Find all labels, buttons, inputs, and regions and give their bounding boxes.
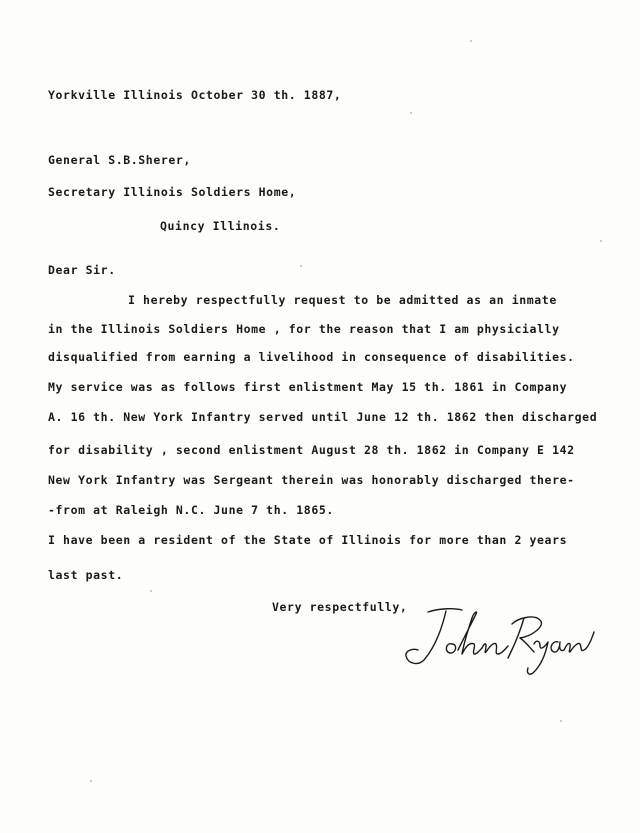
body-line: New York Infantry was Sergeant therein was honorably discharged there- [48, 473, 575, 487]
scan-speck [470, 40, 472, 42]
scan-speck [410, 112, 412, 114]
address-line-3: Quincy Illinois. [160, 219, 281, 233]
address-line-1: General S.B.Sherer, [48, 153, 191, 167]
body-line: I have been a resident of the State of Illinois for more than 2 years [48, 533, 568, 547]
signature-mark [400, 598, 600, 678]
body-line: I hereby respectfully request to be admitted as an inmate [128, 293, 557, 307]
scan-speck [150, 590, 152, 592]
address-line-2: Secretary Illinois Soldiers Home, [48, 185, 297, 199]
salutation: Dear Sir. [48, 263, 116, 277]
body-line: My service was as follows first enlistment May 15 th. 1861 in Company [48, 380, 568, 394]
scan-speck [560, 720, 562, 722]
body-line: -from at Raleigh N.C. June 7 th. 1865. [48, 503, 334, 517]
dateline: Yorkville Illinois October 30 th. 1887, [48, 88, 342, 102]
scan-speck [300, 265, 302, 267]
body-line: in the Illinois Soldiers Home , for the reason that I am physicially [48, 322, 560, 336]
body-line: A. 16 th. New York Infantry served until June 12 th. 1862 then discharged [48, 410, 598, 424]
body-line: for disability , second enlistment August 28 th. 1862 in Company E 142 [48, 443, 575, 457]
body-line: disqualified from earning a livelihood in consequence of disabilities. [48, 350, 575, 364]
closing: Very respectfully, [272, 600, 408, 614]
body-line: last past. [48, 568, 124, 582]
scan-speck [600, 240, 602, 242]
scan-speck [90, 780, 92, 782]
